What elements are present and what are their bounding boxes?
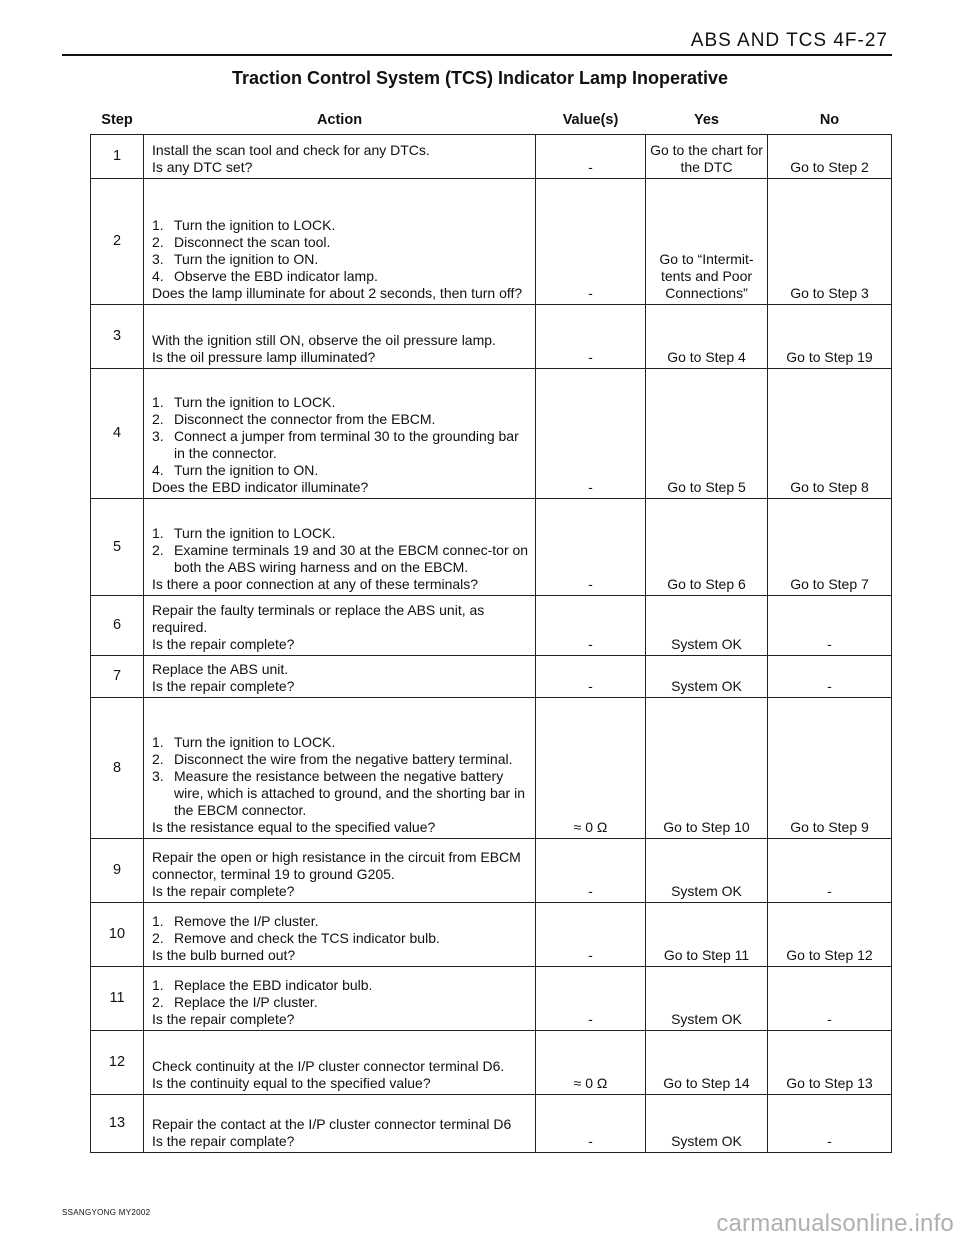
step-number: 13	[91, 1095, 144, 1153]
action-item-text: Remove the I/P cluster.	[174, 913, 319, 929]
diagnostic-table	[90, 106, 892, 1153]
step-action	[144, 499, 536, 596]
step-no-result: -	[768, 839, 892, 903]
action-item-text: Disconnect the wire from the negative battery terminal.	[174, 751, 513, 767]
step-number: 7	[91, 656, 144, 698]
step-yes-result: Go to the chart for the DTC	[646, 135, 768, 179]
page-title: Traction Control System (TCS) Indicator Lamp Inoperative	[231, 68, 729, 88]
action-item	[152, 977, 531, 994]
action-item-number: 2.	[152, 994, 164, 1010]
action-item-number: 1.	[152, 394, 164, 410]
action-item	[152, 251, 531, 268]
action-item-number: 2.	[152, 930, 164, 946]
step-action	[144, 179, 536, 305]
action-item-text: Measure the resistance between the negative battery wire, which is attached to ground, and the shorting bar in the EBCM connector.	[174, 768, 525, 818]
action-item	[152, 768, 531, 819]
action-item-text: Observe the EBD indicator lamp.	[174, 268, 378, 284]
action-item-number: 1.	[152, 734, 164, 750]
action-item-number: 3.	[152, 768, 164, 784]
step-no-result: Go to Step 3	[768, 179, 892, 305]
step-value: ≈ 0 Ω	[536, 698, 646, 839]
step-number: 5	[91, 499, 144, 596]
step-yes-result: Go to Step 10	[646, 698, 768, 839]
action-item-text: Disconnect the scan tool.	[174, 234, 331, 250]
action-text: Is the repair complate?	[152, 1133, 295, 1149]
action-item-number: 1.	[152, 217, 164, 233]
step-value: ≈ 0 Ω	[536, 1031, 646, 1095]
step-number: 9	[91, 839, 144, 903]
action-item-number: 1.	[152, 977, 164, 993]
step-yes-result: Go to Step 11	[646, 903, 768, 967]
step-yes-result: System OK	[646, 656, 768, 698]
step-number: 10	[91, 903, 144, 967]
step-yes-result: System OK	[646, 967, 768, 1031]
action-item-number: 3.	[152, 428, 164, 444]
action-item	[152, 734, 531, 751]
step-action	[144, 1095, 536, 1153]
step-action	[144, 903, 536, 967]
step-yes-result: Go to Step 14	[646, 1031, 768, 1095]
table-row	[91, 596, 892, 656]
step-number: 11	[91, 967, 144, 1031]
step-value: -	[536, 179, 646, 305]
action-item-number: 2.	[152, 234, 164, 250]
step-no-result: -	[768, 656, 892, 698]
step-no-result: Go to Step 2	[768, 135, 892, 179]
step-yes-result: Go to “Intermit-tents and Poor Connections”	[646, 179, 768, 305]
step-no-result: -	[768, 967, 892, 1031]
action-item-number: 2.	[152, 411, 164, 427]
action-item	[152, 217, 531, 234]
action-item	[152, 994, 531, 1011]
step-value: -	[536, 656, 646, 698]
action-text: Repair the open or high resistance in the circuit from EBCM connector, terminal 19 to ground G205.	[152, 849, 521, 882]
action-item	[152, 394, 531, 411]
action-item-text: Replace the EBD indicator bulb.	[174, 977, 373, 993]
step-action	[144, 967, 536, 1031]
step-yes-result: Go to Step 6	[646, 499, 768, 596]
action-item	[152, 930, 531, 947]
action-item-number: 4.	[152, 462, 164, 478]
step-action	[144, 698, 536, 839]
step-no-result: Go to Step 19	[768, 305, 892, 369]
action-text: With the ignition still ON, observe the oil pressure lamp.	[152, 332, 496, 348]
step-value: -	[536, 135, 646, 179]
step-yes-result: System OK	[646, 839, 768, 903]
action-item-number: 3.	[152, 251, 164, 267]
table-row	[91, 499, 892, 596]
column-header-step: Step	[91, 106, 144, 135]
table-row	[91, 903, 892, 967]
step-number: 6	[91, 596, 144, 656]
step-action	[144, 305, 536, 369]
action-item-number: 2.	[152, 751, 164, 767]
column-header-no: No	[768, 106, 892, 135]
step-action	[144, 656, 536, 698]
action-text: Does the lamp illuminate for about 2 seconds, then turn off?	[152, 285, 523, 301]
action-item-text: Turn the ignition to LOCK.	[174, 217, 336, 233]
action-text: Is there a poor connection at any of these terminals?	[152, 576, 479, 592]
step-value: -	[536, 967, 646, 1031]
column-header-action: Action	[144, 106, 536, 135]
step-number: 4	[91, 369, 144, 499]
step-no-result: Go to Step 13	[768, 1031, 892, 1095]
action-item	[152, 525, 531, 542]
table-row	[91, 967, 892, 1031]
table-header-row	[91, 106, 892, 135]
step-number: 2	[91, 179, 144, 305]
table-row	[91, 1031, 892, 1095]
table-row	[91, 698, 892, 839]
action-text: Repair the faulty terminals or replace the ABS unit, as required.	[152, 602, 485, 635]
action-text: Is the oil pressure lamp illuminated?	[152, 349, 376, 365]
action-item	[152, 428, 531, 462]
page-header	[62, 28, 892, 56]
table-row	[91, 369, 892, 499]
step-value: -	[536, 596, 646, 656]
step-number: 1	[91, 135, 144, 179]
action-text: Is the repair complete?	[152, 636, 295, 652]
table-row	[91, 135, 892, 179]
step-no-result: -	[768, 1095, 892, 1153]
step-yes-result: Go to Step 5	[646, 369, 768, 499]
step-value: -	[536, 1095, 646, 1153]
step-yes-result: System OK	[646, 596, 768, 656]
step-number: 8	[91, 698, 144, 839]
step-yes-result: Go to Step 4	[646, 305, 768, 369]
step-number: 3	[91, 305, 144, 369]
action-item-text: Turn the ignition to ON.	[174, 462, 319, 478]
step-value: -	[536, 369, 646, 499]
action-text: Does the EBD indicator illuminate?	[152, 479, 369, 495]
action-item	[152, 411, 531, 428]
action-item-text: Replace the I/P cluster.	[174, 994, 318, 1010]
action-item-text: Connect a jumper from terminal 30 to the grounding bar in the connector.	[174, 428, 519, 461]
step-value: -	[536, 839, 646, 903]
action-item	[152, 542, 531, 576]
action-text: Is the repair complete?	[152, 678, 295, 694]
step-action	[144, 135, 536, 179]
action-item-text: Disconnect the connector from the EBCM.	[174, 411, 436, 427]
action-item-number: 1.	[152, 525, 164, 541]
action-item-number: 4.	[152, 268, 164, 284]
action-text: Replace the ABS unit.	[152, 661, 289, 677]
step-action	[144, 596, 536, 656]
step-value: -	[536, 903, 646, 967]
table-body	[91, 135, 892, 1153]
watermark: carmanualsonline.info	[716, 1210, 954, 1237]
action-item	[152, 751, 531, 768]
action-item-number: 2.	[152, 542, 164, 558]
action-text: Is any DTC set?	[152, 159, 253, 175]
action-text: Repair the contact at the I/P cluster connector terminal D6	[152, 1116, 512, 1132]
action-text: Install the scan tool and check for any DTCs.	[152, 142, 430, 158]
action-item-text: Turn the ignition to ON.	[174, 251, 319, 267]
table-row	[91, 1095, 892, 1153]
section-title: ABS AND TCS 4F-27	[690, 30, 888, 51]
step-no-result: -	[768, 596, 892, 656]
footer-model: SSANGYONG MY2002	[62, 1208, 151, 1217]
action-item	[152, 462, 531, 479]
column-header-values: Value(s)	[536, 106, 646, 135]
step-number: 12	[91, 1031, 144, 1095]
action-item	[152, 268, 531, 285]
step-no-result: Go to Step 8	[768, 369, 892, 499]
step-action	[144, 1031, 536, 1095]
action-text: Is the continuity equal to the specified value?	[152, 1075, 431, 1091]
step-no-result: Go to Step 9	[768, 698, 892, 839]
step-action	[144, 369, 536, 499]
step-yes-result: System OK	[646, 1095, 768, 1153]
action-item	[152, 913, 531, 930]
action-text: Is the repair complete?	[152, 1011, 295, 1027]
action-text: Is the repair complete?	[152, 883, 295, 899]
step-value: -	[536, 499, 646, 596]
action-item-text: Examine terminals 19 and 30 at the EBCM connec-tor on both the ABS wiring harness and on the EBCM.	[174, 542, 529, 575]
step-no-result: Go to Step 7	[768, 499, 892, 596]
column-header-yes: Yes	[646, 106, 768, 135]
table-row	[91, 179, 892, 305]
table-row	[91, 839, 892, 903]
step-value: -	[536, 305, 646, 369]
action-item-text: Turn the ignition to LOCK.	[174, 525, 336, 541]
action-item-number: 1.	[152, 913, 164, 929]
table-row	[91, 305, 892, 369]
action-text: Check continuity at the I/P cluster connector terminal D6.	[152, 1058, 505, 1074]
step-action	[144, 839, 536, 903]
action-text: Is the bulb burned out?	[152, 947, 296, 963]
action-item-text: Turn the ignition to LOCK.	[174, 394, 336, 410]
table-row	[91, 656, 892, 698]
action-item	[152, 234, 531, 251]
action-item-text: Turn the ignition to LOCK.	[174, 734, 336, 750]
step-no-result: Go to Step 12	[768, 903, 892, 967]
action-item-text: Remove and check the TCS indicator bulb.	[174, 930, 440, 946]
action-text: Is the resistance equal to the specified value?	[152, 819, 436, 835]
